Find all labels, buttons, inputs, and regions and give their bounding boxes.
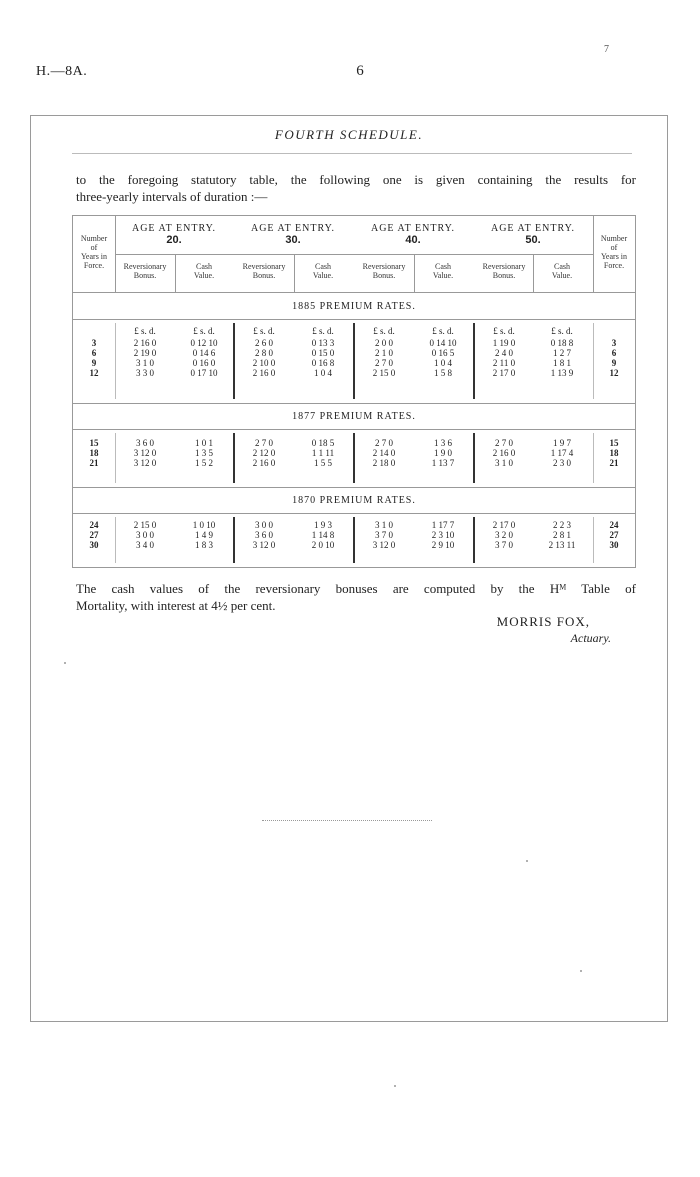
signer-name: MORRIS FOX, [496,614,590,629]
cash-value: 2 3 10 [431,530,455,540]
currency-units: £ s. d. [193,326,215,336]
reversionary-bonus-value: 2 15 0 [133,520,157,530]
cash-value: 0 14 10 [429,338,457,348]
reversionary-bonus-header [474,262,534,280]
sub-header-line: Cash [435,262,451,271]
years-header-line: Force. [603,261,625,270]
currency-units: £ s. d. [493,326,515,336]
sub-header-line: Bonus. [252,271,276,280]
cash-value-header [294,262,352,280]
reversionary-bonus-value: 2 4 0 [495,348,513,358]
reversionary-bonus-value: 3 6 0 [136,438,154,448]
cash-value: 1 0 4 [434,358,452,368]
reversionary-bonus-value: 2 8 0 [255,348,273,358]
cash-value-header [414,262,472,280]
cash-value: 1 13 9 [550,368,574,378]
sub-header-line: Bonus. [492,271,516,280]
age-label: AGE AT ENTRY. [131,223,217,234]
sub-header-line: Reversionary [482,262,526,271]
years-header-line: of [610,243,618,252]
reversionary-bonus-value: 2 19 0 [133,348,157,358]
reversionary-bonus-header [354,262,414,280]
reversionary-bonus-value: 2 15 0 [372,368,396,378]
age-group-30 [234,223,352,246]
reversionary-bonus-value: 2 7 0 [495,438,513,448]
years-in-force-right: 24 [609,520,619,530]
currency-units: £ s. d. [253,326,275,336]
years-header-line: Years in [600,252,628,261]
years-in-force-right: 30 [609,540,619,550]
footnote [76,580,636,614]
reversionary-bonus-value: 2 11 0 [492,358,516,368]
reversionary-bonus-value: 2 7 0 [255,438,273,448]
years-in-force-left: 12 [89,368,99,378]
reversionary-bonus-value: 3 3 0 [136,368,154,378]
cash-value: 0 17 10 [190,368,218,378]
years-in-force-right: 18 [609,448,619,458]
years-in-force-left: 15 [89,438,99,448]
reversionary-bonus-header [115,262,175,280]
reversionary-bonus-value: 2 16 0 [252,368,276,378]
years-header-line: Number [600,234,628,243]
cash-value: 1 8 3 [195,540,213,550]
reversionary-bonus-value: 2 17 0 [492,520,516,530]
reversionary-bonus-value: 3 7 0 [495,540,513,550]
cash-value: 0 18 8 [550,338,574,348]
section-title: 1877 PREMIUM RATES. [292,411,416,422]
cash-value: 1 0 4 [314,368,332,378]
cash-value: 2 13 11 [548,540,576,550]
years-in-force-left: 18 [89,448,99,458]
years-in-force-left: 27 [89,530,99,540]
years-in-force-right: 9 [611,358,617,368]
title-rule [72,153,632,154]
currency-units: £ s. d. [373,326,395,336]
corner-mark: 7 [604,44,609,55]
currency-units: £ s. d. [312,326,334,336]
age-value: 50. [525,234,541,246]
reversionary-bonus-value: 2 7 0 [375,438,393,448]
sub-header-line: Bonus. [372,271,396,280]
cash-value: 1 4 9 [195,530,213,540]
age-group-20 [115,223,233,246]
reversionary-bonus-value: 3 12 0 [133,448,157,458]
currency-units: £ s. d. [551,326,573,336]
reversionary-bonus-value: 2 14 0 [372,448,396,458]
reversionary-bonus-value: 3 0 0 [136,530,154,540]
cash-value: 0 16 5 [431,348,455,358]
reversionary-bonus-value: 2 10 0 [252,358,276,368]
age-value: 20. [166,234,182,246]
cash-value: 1 17 4 [550,448,574,458]
footnote-line-1: The cash values of the reversionary bonuses are computed by the Hᴹ Table of [76,581,636,596]
sub-header-line: Reversionary [242,262,286,271]
years-header-line: of [90,243,98,252]
years-in-force-left: 9 [91,358,97,368]
paper-speck [64,662,66,664]
years-header-line: Force. [83,261,105,270]
cash-value: 1 9 0 [434,448,452,458]
cash-value-header [533,262,591,280]
years-in-force-right: 12 [609,368,619,378]
cash-value: 1 0 1 [195,438,213,448]
reversionary-bonus-value: 1 19 0 [492,338,516,348]
years-in-force-left: 24 [89,520,99,530]
reversionary-bonus-value: 3 12 0 [133,458,157,468]
cash-value: 2 0 10 [311,540,335,550]
cash-value: 0 13 3 [311,338,335,348]
schedule-title: FOURTH SCHEDULE. [274,127,424,142]
section-title: 1885 PREMIUM RATES. [292,301,416,312]
cash-value: 0 14 6 [192,348,216,358]
reversionary-bonus-header [234,262,294,280]
age-value: 30. [285,234,301,246]
cash-value: 1 5 5 [314,458,332,468]
cash-value: 1 9 3 [314,520,332,530]
cash-value: 2 8 1 [553,530,571,540]
cash-value: 1 3 5 [195,448,213,458]
dotted-rule [262,820,432,821]
currency-units: £ s. d. [432,326,454,336]
reversionary-bonus-value: 3 2 0 [495,530,513,540]
paper-speck [526,860,528,862]
sub-header-line: Bonus. [133,271,157,280]
sub-header-line: Cash [315,262,331,271]
results-table [72,215,636,568]
reversionary-bonus-value: 3 12 0 [252,540,276,550]
reversionary-bonus-value: 2 7 0 [375,358,393,368]
years-header-left [73,234,115,270]
cash-value: 0 18 5 [311,438,335,448]
years-header-line: Years in [80,252,108,261]
paper-speck [580,970,582,972]
years-in-force-left: 3 [91,338,97,348]
reversionary-bonus-value: 2 1 0 [375,348,393,358]
years-in-force-left: 30 [89,540,99,550]
reversionary-bonus-value: 3 12 0 [372,540,396,550]
signer-role: Actuary. [570,631,611,645]
reversionary-bonus-value: 3 0 0 [255,520,273,530]
cash-value: 1 3 6 [434,438,452,448]
reversionary-bonus-value: 3 1 0 [375,520,393,530]
cash-value: 2 3 0 [553,458,571,468]
cash-value: 1 17 7 [431,520,455,530]
document-reference: H.—8A. [36,64,88,79]
years-in-force-right: 3 [611,338,617,348]
sub-header-line: Value. [432,271,454,280]
age-group-50 [474,223,592,246]
cash-value: 1 1 11 [311,448,335,458]
reversionary-bonus-value: 3 6 0 [255,530,273,540]
age-value: 40. [405,234,421,246]
intro-line-1: to the foregoing statutory table, the following one is given containing the results for [76,172,636,187]
years-in-force-right: 15 [609,438,619,448]
sub-header-line: Cash [554,262,570,271]
reversionary-bonus-value: 3 4 0 [136,540,154,550]
years-in-force-right: 21 [609,458,619,468]
sub-header-line: Value. [551,271,573,280]
cash-value-header [175,262,233,280]
cash-value: 2 2 3 [553,520,571,530]
reversionary-bonus-value: 2 16 0 [492,448,516,458]
cash-value: 1 0 10 [192,520,216,530]
reversionary-bonus-value: 2 18 0 [372,458,396,468]
cash-value: 1 9 7 [553,438,571,448]
paper-speck [394,1085,396,1087]
years-header-line: Number [80,234,108,243]
footnote-line-2: Mortality, with interest at 4½ per cent. [76,598,276,613]
sub-header-line: Cash [196,262,212,271]
reversionary-bonus-value: 2 16 0 [252,458,276,468]
section-title: 1870 PREMIUM RATES. [292,495,416,506]
age-label: AGE AT ENTRY. [250,223,336,234]
age-group-40 [354,223,472,246]
cash-value: 1 5 8 [434,368,452,378]
cash-value: 1 14 8 [311,530,335,540]
age-label: AGE AT ENTRY. [370,223,456,234]
page-number: 6 [356,63,364,79]
years-in-force-right: 6 [611,348,617,358]
reversionary-bonus-value: 2 17 0 [492,368,516,378]
reversionary-bonus-value: 3 7 0 [375,530,393,540]
years-in-force-left: 6 [91,348,97,358]
age-label: AGE AT ENTRY. [490,223,576,234]
cash-value: 1 8 1 [553,358,571,368]
cash-value: 1 5 2 [195,458,213,468]
reversionary-bonus-value: 2 12 0 [252,448,276,458]
currency-units: £ s. d. [134,326,156,336]
cash-value: 1 13 7 [431,458,455,468]
intro-paragraph [76,171,636,205]
cash-value: 0 12 10 [190,338,218,348]
cash-value: 2 9 10 [431,540,455,550]
reversionary-bonus-value: 2 6 0 [255,338,273,348]
reversionary-bonus-value: 2 0 0 [375,338,393,348]
years-in-force-left: 21 [89,458,99,468]
sub-header-line: Value. [193,271,215,280]
reversionary-bonus-value: 3 1 0 [136,358,154,368]
sub-header-line: Value. [312,271,334,280]
cash-value: 0 15 0 [311,348,335,358]
reversionary-bonus-value: 2 16 0 [133,338,157,348]
intro-line-2: three-yearly intervals of duration :— [76,189,268,204]
reversionary-bonus-value: 3 1 0 [495,458,513,468]
sub-header-line: Reversionary [362,262,406,271]
cash-value: 0 16 0 [192,358,216,368]
years-header-right [593,234,635,270]
years-in-force-right: 27 [609,530,619,540]
cash-value: 1 2 7 [553,348,571,358]
cash-value: 0 16 8 [311,358,335,368]
sub-header-line: Reversionary [123,262,167,271]
